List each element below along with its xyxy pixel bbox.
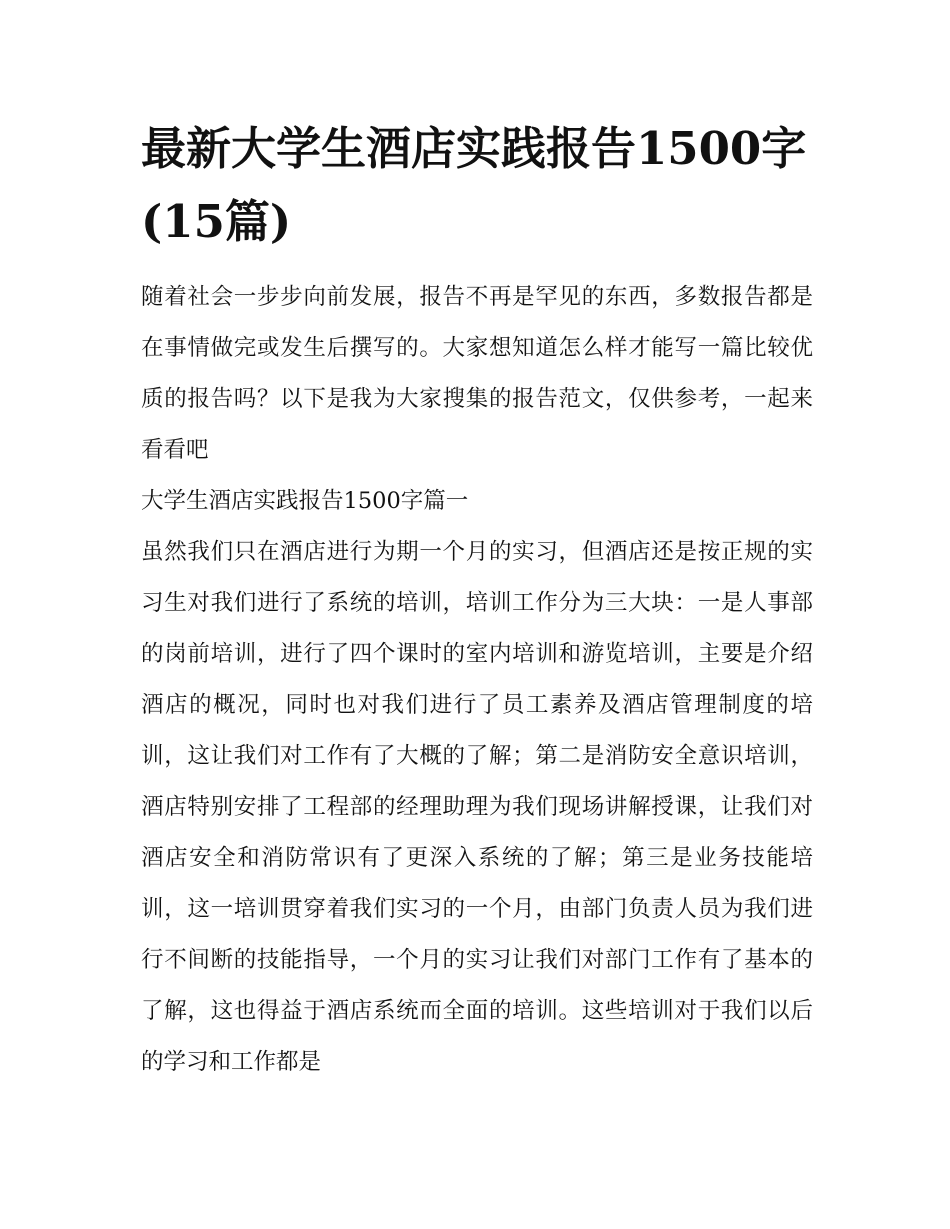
section-heading: 大学生酒店实践报告1500字篇一 (141, 488, 469, 514)
document-content (141, 112, 813, 1088)
document-title: 最新大学生酒店实践报告1500字(15篇) (141, 122, 807, 248)
intro-paragraph: 随着社会一步步向前发展，报告不再是罕见的东西，多数报告都是在事情做完或发生后撰写的。大家想知道怎么样才能写一篇比较优质的报告吗？以下是我为大家搜集的报告范文，仅供参考，一起来看看吧 (141, 284, 813, 463)
section-body-paragraph: 虽然我们只在酒店进行为期一个月的实习，但酒店还是按正规的实习生对我们进行了系统的培训，培训工作分为三大块：一是人事部的岗前培训，进行了四个课时的室内培训和游览培训，主要是介绍酒店的概况，同时也对我们进行了员工素养及酒店管理制度的培训，这让我们对工作有了大概的了解；第二是消防安全意识培训，酒店特别安排了工程部的经理助理为我们现场讲解授课，让我们对酒店安全和消防常识有了更深入系统的了解；第三是业务技能培训，这一培训贯穿着我们实习的一个月，由部门负责人员为我们进行不间断的技能指导，一个月的实习让我们对部门工作有了基本的了解，这也得益于酒店系统而全面的培训。这些培训对于我们以后的学习和工作都是 (141, 539, 813, 1075)
